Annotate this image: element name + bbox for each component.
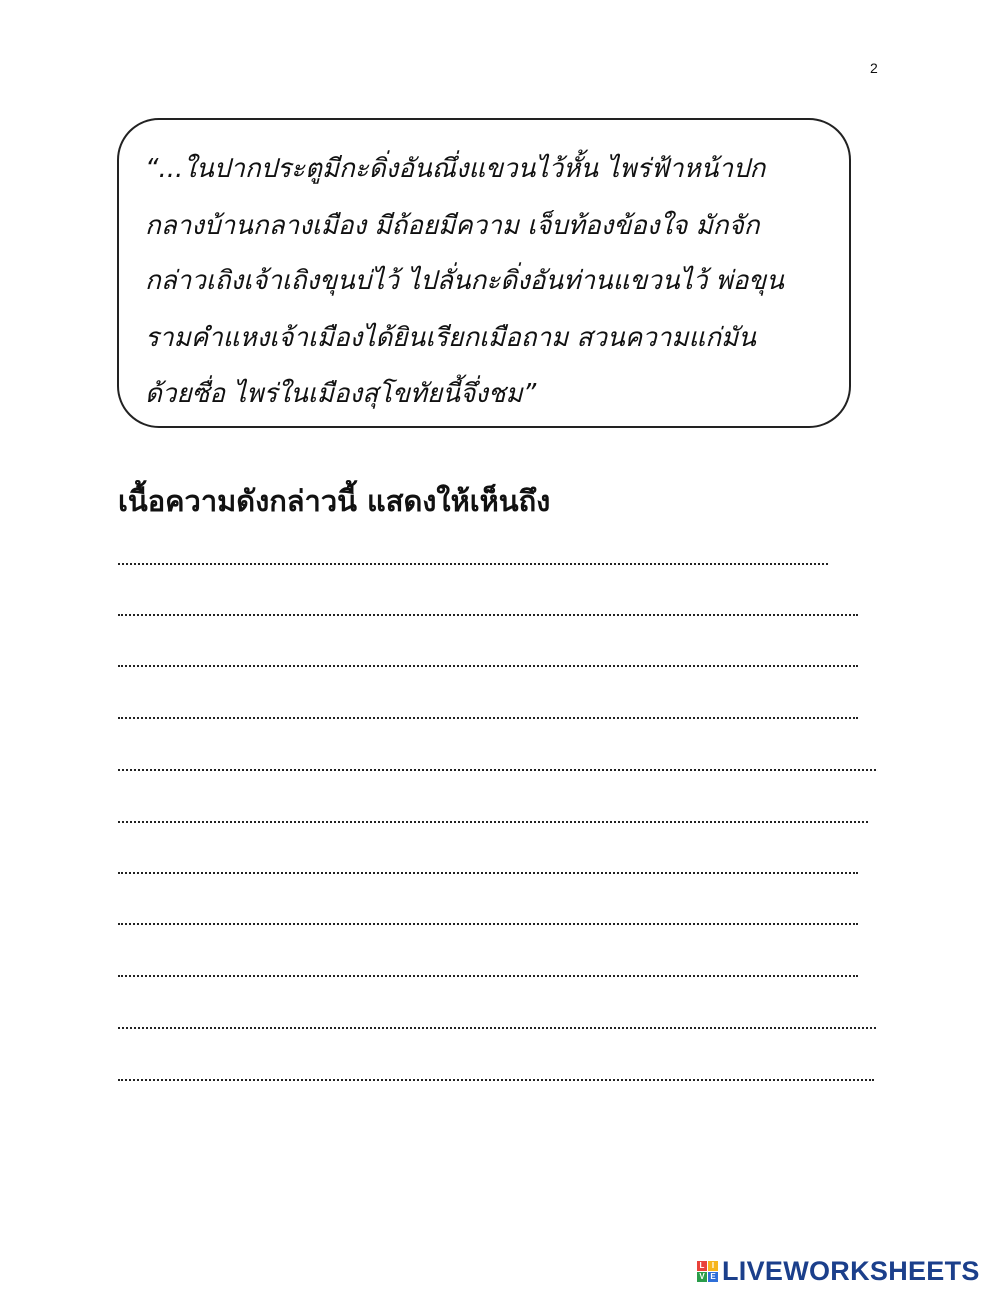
- answer-line-9[interactable]: [118, 975, 858, 977]
- answer-line-11[interactable]: [118, 1079, 874, 1081]
- icon-letter-v: V: [697, 1272, 707, 1282]
- liveworksheets-wordmark: LIVEWORKSHEETS: [722, 1255, 980, 1286]
- answer-line-3[interactable]: [118, 665, 858, 667]
- quote-line-4: รามคำแหงเจ้าเมืองได้ยินเรียกเมือถาม สวนความแก่มัน: [145, 323, 756, 353]
- quote-line-5: ด้วยซื่อ ไพร่ในเมืองสุโขทัยนี้จึ่งชม”: [145, 379, 537, 409]
- answer-line-4[interactable]: [118, 717, 858, 719]
- answer-line-2[interactable]: [118, 614, 858, 616]
- answer-line-5[interactable]: [118, 769, 876, 771]
- answer-line-1[interactable]: [118, 563, 828, 565]
- answer-line-6[interactable]: [118, 821, 868, 823]
- page-number: 2: [870, 60, 878, 76]
- question-heading: เนื้อความดังกล่าวนี้ แสดงให้เห็นถึง: [118, 484, 551, 518]
- icon-letter-l: L: [697, 1261, 707, 1271]
- answer-line-10[interactable]: [118, 1027, 876, 1029]
- quote-line-2: กลางบ้านกลางเมือง มีถ้อยมีความ เจ็บท้องข้องใจ มักจัก: [145, 211, 760, 241]
- liveworksheets-logo: [697, 1256, 980, 1286]
- answer-line-8[interactable]: [118, 923, 858, 925]
- quote-line-3: กล่าวเถิงเจ้าเถิงขุนบ่ไว้ ไปลั่นกะดิ่งอันท่านแขวนไว้ พ่อขุน: [145, 266, 784, 296]
- icon-letter-i: I: [708, 1261, 718, 1271]
- liveworksheets-icon: [697, 1261, 718, 1282]
- answer-line-7[interactable]: [118, 872, 858, 874]
- icon-letter-e: E: [708, 1272, 718, 1282]
- quote-line-1: “...ในปากประตูมีกะดิ่งอันณึ่งแขวนไว้หั้น ไพร่ฟ้าหน้าปก: [145, 154, 766, 184]
